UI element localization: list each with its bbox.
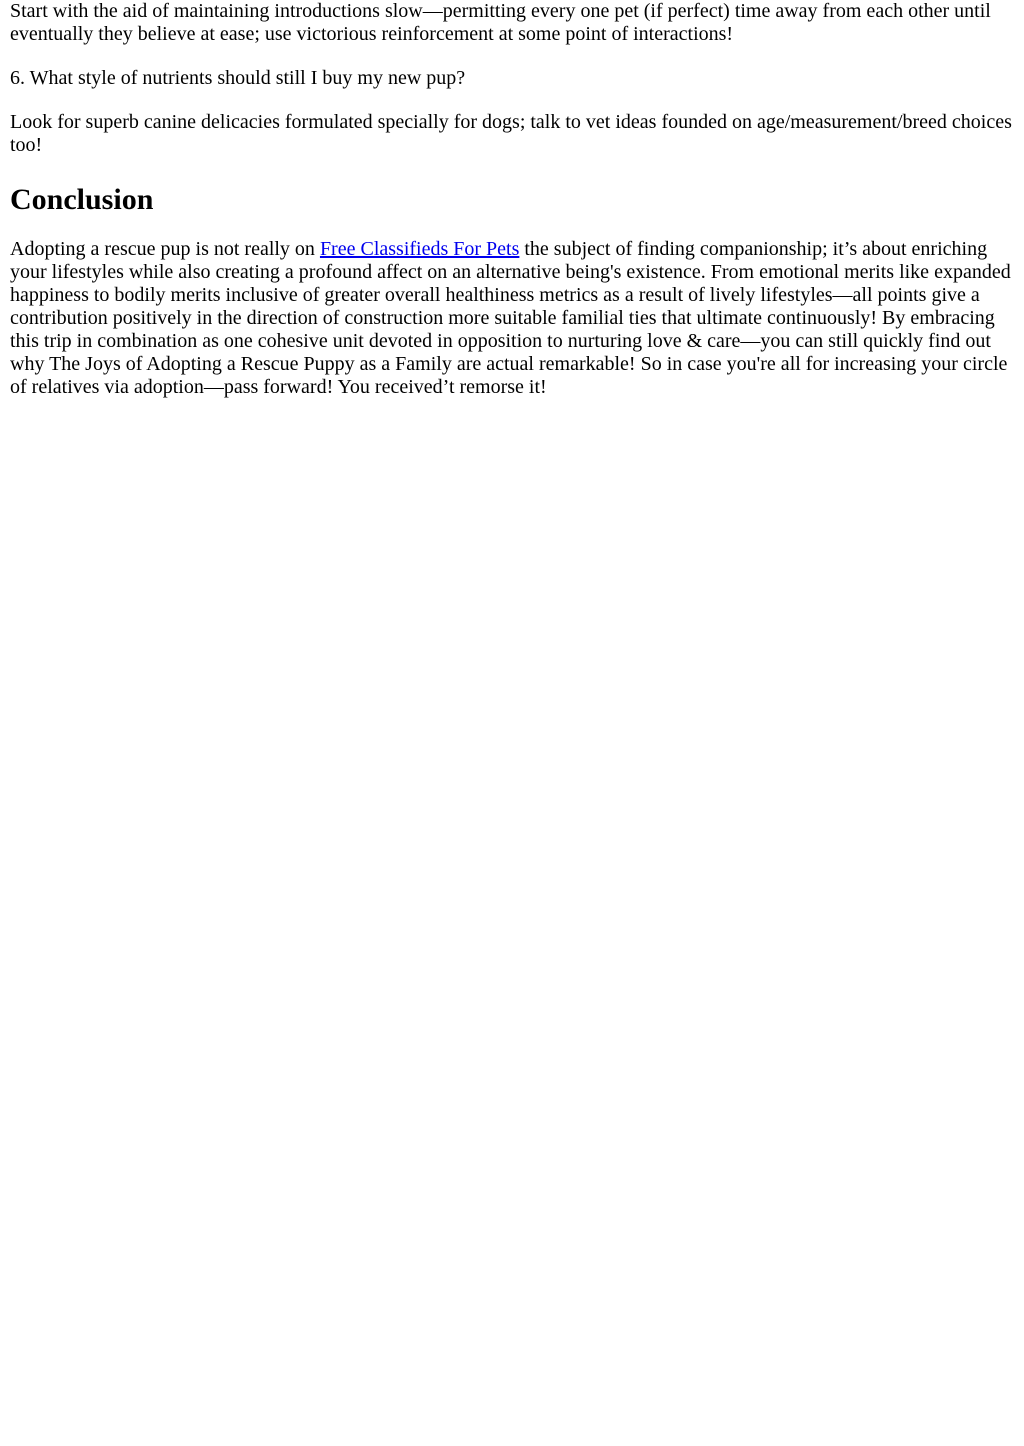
- conclusion-text-before-link: Adopting a rescue pup is not really on: [10, 238, 320, 260]
- faq-answer-6: Look for superb canine delicacies formulated specially for dogs; talk to vet ideas founded on age/measurement/breed choices too!: [10, 111, 1012, 156]
- conclusion-heading: Conclusion: [10, 183, 154, 216]
- conclusion-text-after-link: the subject of finding companionship; it’s about enriching your lifestyles while also creating a profound affect on an alternative being's existence. From emotional merits like expanded happiness to bodily merits inclusive of greater overall healthiness metrics as a result of lively lifestyles—all points give a contribution positively in the direction of construction more suitable familial ties that ultimate continuously! By embracing this trip in combination as one cohesive unit devoted in opposition to nurturing love & care—you can still quickly find out why The Joys of Adopting a Rescue Puppy as a Family are actual remarkable! So in case you're all for increasing your circle of relatives via adoption—pass forward! You received’t remorse it!: [10, 238, 1011, 398]
- faq-question-6: 6. What style of nutrients should still I buy my new pup?: [10, 67, 466, 89]
- free-classifieds-link[interactable]: Free Classifieds For Pets: [319, 238, 520, 260]
- conclusion-paragraph: [10, 238, 1014, 399]
- faq-answer-5: Start with the aid of maintaining introductions slow—permitting every one pet (if perfect) time away from each other until eventually they believe at ease; use victorious reinforcement at some point of interactions!: [10, 0, 991, 45]
- article-body: [0, 0, 1024, 399]
